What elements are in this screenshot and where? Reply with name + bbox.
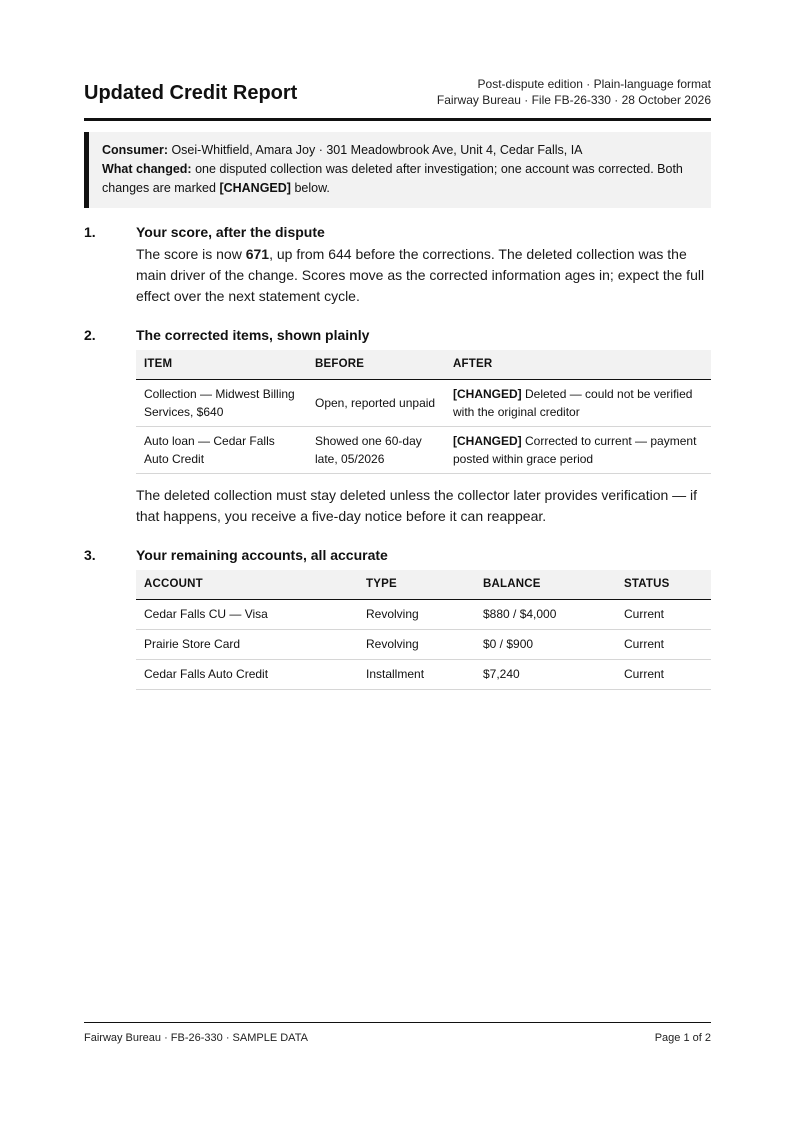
account-cell: Prairie Store Card [136, 629, 358, 659]
balance-cell: $0 / $900 [475, 629, 616, 659]
status-cell: Current [616, 599, 711, 629]
item-cell: Auto loan — Cedar Falls Auto Credit [136, 426, 307, 473]
section-2-number: 2. [84, 327, 96, 343]
score-text-post: , up from 644 before the corrections. The deleted collection was the main driver of the change. Scores move as the corrected information ages in; expect the full effect over the next statement cycle. [136, 246, 705, 304]
table-row [136, 379, 711, 426]
section-2-title: The corrected items, shown plainly [136, 327, 370, 343]
corrected-items-table [136, 350, 711, 474]
page-footer [84, 1022, 711, 1044]
score-paragraph [136, 244, 712, 307]
col-header-item: ITEM [136, 350, 307, 379]
changes-label: What changed: [102, 162, 192, 176]
page-number: Page 1 of 2 [654, 1032, 711, 1044]
changed-marker: [CHANGED] [219, 181, 291, 195]
score-value: 671 [245, 246, 270, 262]
type-cell: Revolving [358, 599, 475, 629]
before-cell: Showed one 60-day late, 05/2026 [307, 426, 445, 473]
status-cell: Current [616, 659, 711, 689]
deletion-note: The deleted collection must stay deleted unless the collector later provides verification — if that happens, you receive a five-day notice before it can reappear. [136, 487, 698, 524]
remaining-accounts-table [136, 570, 711, 690]
page-title: Updated Credit Report [84, 82, 298, 104]
col-header-status: STATUS [616, 570, 711, 599]
changes-value: one disputed collection was deleted after investigation; one account was corrected. Both changes are marked [102, 162, 683, 195]
score-text-pre: The score is now [136, 246, 246, 262]
after-cell [445, 426, 711, 473]
type-cell: Revolving [358, 629, 475, 659]
type-cell: Installment [358, 659, 475, 689]
balance-cell: $880 / $4,000 [475, 599, 616, 629]
footer-source: Fairway Bureau · FB-26-330 · SAMPLE DATA [84, 1032, 308, 1044]
consumer-label: Consumer: [102, 143, 168, 157]
table-header-row [136, 350, 711, 379]
col-header-balance: BALANCE [475, 570, 616, 599]
col-header-after: AFTER [445, 350, 711, 379]
consumer-value: Osei-Whitfield, Amara Joy · 301 Meadowbrook Ave, Unit 4, Cedar Falls, IA [167, 143, 583, 157]
after-text: Deleted — could not be verified with the original creditor [453, 386, 693, 419]
col-header-before: BEFORE [307, 350, 445, 379]
col-header-account: ACCOUNT [136, 570, 358, 599]
consumer-line [102, 141, 697, 160]
before-cell: Open, reported unpaid [307, 379, 445, 426]
file-line: Fairway Bureau · File FB-26-330 · 28 October 2026 [436, 93, 711, 107]
account-cell: Cedar Falls CU — Visa [136, 599, 358, 629]
changed-marker: [CHANGED] [453, 433, 522, 448]
after-text: Corrected to current — payment posted within grace period [453, 433, 697, 466]
table-row [136, 426, 711, 473]
balance-cell: $7,240 [475, 659, 616, 689]
table-header-row [136, 570, 711, 599]
report-header [84, 74, 711, 121]
section-3-number: 3. [84, 547, 96, 563]
changed-marker: [CHANGED] [453, 386, 522, 401]
changes-suffix: below. [290, 181, 330, 195]
table-row [136, 599, 711, 629]
changes-line [102, 160, 697, 198]
summary-callout [84, 132, 711, 208]
after-cell [445, 379, 711, 426]
report-meta [437, 76, 711, 108]
section-1-title: Your score, after the dispute [136, 224, 325, 240]
col-header-type: TYPE [358, 570, 475, 599]
account-cell: Cedar Falls Auto Credit [136, 659, 358, 689]
section-1-number: 1. [84, 224, 96, 240]
status-cell: Current [616, 629, 711, 659]
section-3-title: Your remaining accounts, all accurate [136, 547, 388, 563]
table-row [136, 629, 711, 659]
item-cell: Collection — Midwest Billing Services, $640 [136, 379, 307, 426]
table-row [136, 659, 711, 689]
edition-line: Post-dispute edition · Plain-language format [477, 77, 711, 91]
